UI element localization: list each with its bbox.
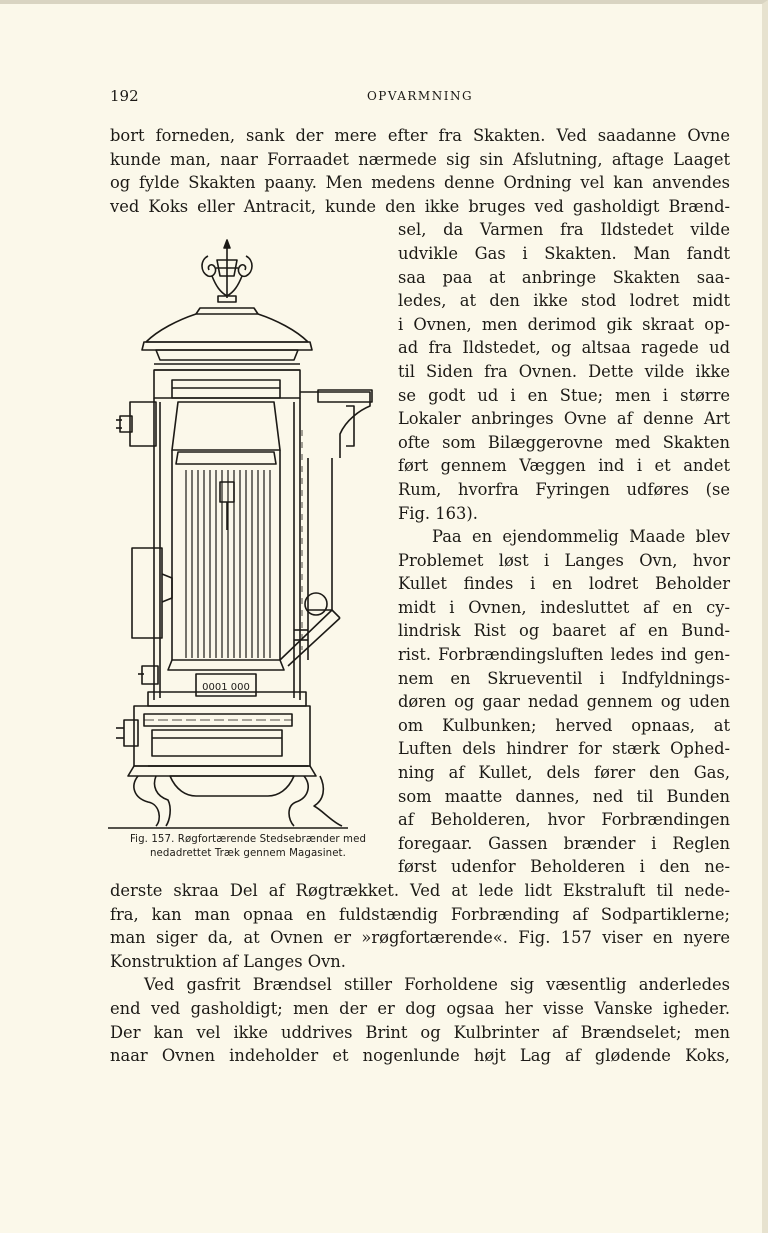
text-line: i Ovnen, men derimod gik skraat op- xyxy=(398,314,730,334)
text-line: ning af Kullet, dels fører den Gas, xyxy=(398,763,730,783)
text-line: Problemet løst i Langes Ovn, hvor xyxy=(398,550,730,570)
stove-firebox xyxy=(116,660,310,766)
text-line: af Beholderen, hvor Forbrændingen xyxy=(398,810,730,830)
text-line: om Kulbunken; herved opnaas, at xyxy=(398,715,730,735)
text-line: kunde man, naar Forraadet nærmede sig sin Afslutning, aftage Laaget xyxy=(110,149,730,169)
text-line: rist. Forbrændingsluften ledes ind gen- xyxy=(398,645,730,665)
stove-figure xyxy=(108,230,388,870)
text-line: Der kan vel ikke uddrives Brint og Kulbrinter af Brændselet; men xyxy=(110,1022,730,1042)
text-line: se godt ud i en Stue; men i større xyxy=(398,385,730,405)
figure-caption-line: nedadrettet Træk gennem Magasinet. xyxy=(150,848,346,859)
text-line: til Siden fra Ovnen. Dette vilde ikke xyxy=(398,361,730,381)
page-header xyxy=(110,87,730,109)
text-line: midt i Ovnen, indesluttet af en cy- xyxy=(398,597,730,617)
text-line: Lokaler anbringes Ovne af denne Art xyxy=(398,409,730,429)
text-line: saa paa at anbringe Skakten saa- xyxy=(398,267,730,287)
stove-grate-label: 0001 000 xyxy=(202,682,250,693)
text-line: Konstruktion af Langes Ovn. xyxy=(110,951,346,971)
text-line: ad fra Ildstedet, og altsaa ragede ud xyxy=(398,338,730,358)
text-line: først udenfor Beholderen i den ne- xyxy=(398,857,730,877)
stove-legs xyxy=(128,766,342,826)
stove-illustration xyxy=(108,230,388,830)
text-line: Fig. 163). xyxy=(398,503,478,523)
text-line: ofte som Bilæggerovne med Skakten xyxy=(398,432,730,452)
text-line: ledes, at den ikke stod lodret midt xyxy=(398,291,730,311)
text-line: Kullet findes i en lodret Beholder xyxy=(398,574,730,594)
text-line: fra, kan man opnaa en fuldstændig Forbrænding af Sodpartiklerne; xyxy=(110,904,730,924)
text-line: døren og gaar nedad gennem og uden xyxy=(398,692,730,712)
text-line: nem en Skrueventil i Indfyldnings- xyxy=(398,668,730,688)
text-line: naar Ovnen indeholder et nogenlunde højt Lag af glødende Koks, xyxy=(110,1046,730,1066)
stove-crown-ornament xyxy=(202,240,252,302)
text-line: Ved gasfrit Brændsel stiller Forholdene sig væsentlig anderledes xyxy=(144,975,730,995)
text-line: og fylde Skakten paany. Men medens denne Ordning vel kan anvendes xyxy=(110,173,730,193)
figure-caption xyxy=(108,833,388,861)
running-head: OPVARMNING xyxy=(366,89,474,103)
text-line: ført gennem Væggen ind i et andet xyxy=(398,456,730,476)
text-line: man siger da, at Ovnen er »røgfortærende«. Fig. 157 viser en nyere xyxy=(110,928,730,948)
text-line: end ved gasholdigt; men der er dog ogsaa her visse Vanske igheder. xyxy=(110,998,730,1018)
stove-main-casing xyxy=(132,398,340,700)
page-number: 192 xyxy=(110,87,139,105)
text-line: Rum, hvorfra Fyringen udføres (se xyxy=(398,479,730,499)
text-line: lindrisk Rist og baaret af en Bund- xyxy=(398,621,730,641)
text-line: Paa en ejendommelig Maade blev xyxy=(432,527,730,547)
text-line: Luften dels hindrer for stærk Ophed- xyxy=(398,739,730,759)
text-line: udvikle Gas i Skakten. Man fandt xyxy=(398,243,730,263)
text-line: ved Koks eller Antracit, kunde den ikke bruges ved gasholdigt Brænd- xyxy=(110,196,730,216)
stove-grate-bars xyxy=(186,470,270,658)
stove-dome xyxy=(142,308,312,370)
text-line: foregaar. Gassen brænder i Reglen xyxy=(398,833,730,853)
figure-caption-line: Fig. 157. Røgfortærende Stedsebrænder med xyxy=(129,834,367,845)
text-line: derste skraa Del af Røgtrækket. Ved at lede lidt Ekstraluft til nede- xyxy=(110,881,730,900)
text-line: sel, da Varmen fra Ildstedet vilde xyxy=(398,220,730,240)
text-line: som maatte dannes, ned til Bunden xyxy=(398,786,730,806)
text-line: bort forneden, sank der mere efter fra Skakten. Ved saadanne Ovne xyxy=(110,126,730,145)
